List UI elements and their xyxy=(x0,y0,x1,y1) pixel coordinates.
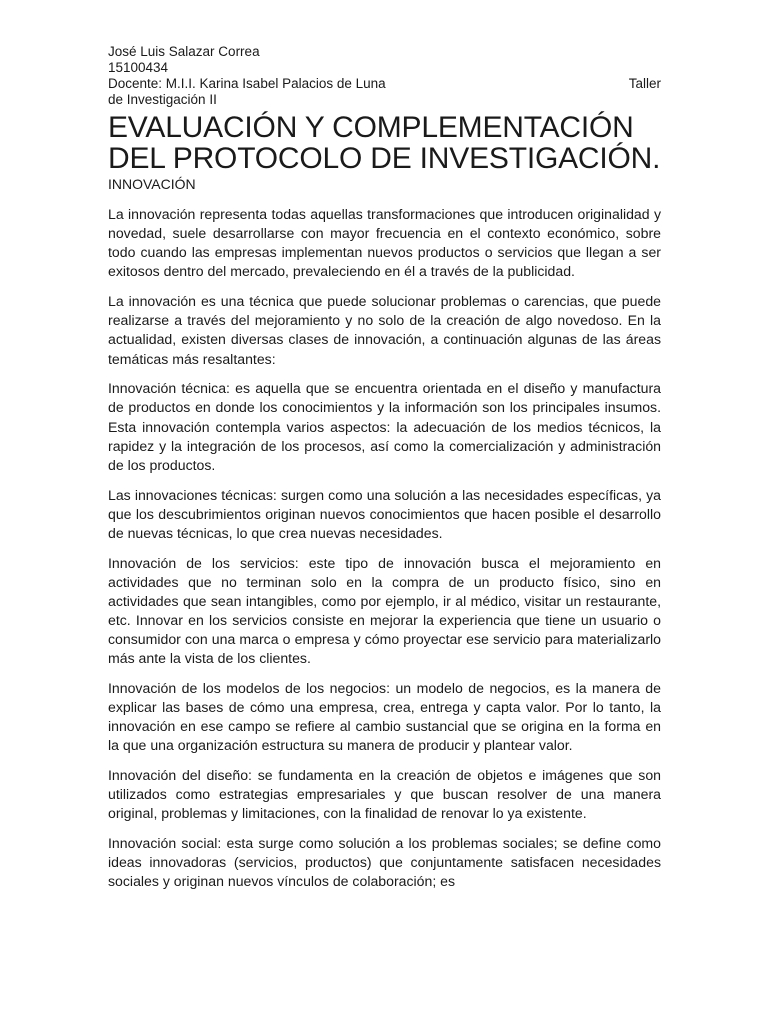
paragraph-services-innovation: Innovación de los servicios: este tipo de innovación busca el mejoramiento en actividades que no terminan solo en la compra de un producto físico, sino en actividades que sean intangibles, como por ejemplo, ir al médico, visitar un restaurante, etc. Innovar en los servicios consiste en mejorar la experiencia que tiene un usuario o consumidor con una marca o empresa y cómo proyectar ese servicio para materializarlo más ante la vista de los clientes. xyxy=(108,554,661,667)
paragraph-technical-innovation: Innovación técnica: es aquella que se encuentra orientada en el diseño y manufactura de productos en donde los conocimientos y la información son los principales insumos. Esta innovación contempla varios aspectos: la adecuación de los medios técnicos, la rapidez y la integración de los procesos, así como la comercialización y administración de los productos. xyxy=(108,380,661,473)
paragraph-intro: La innovación representa todas aquellas transformaciones que introducen originalidad y novedad, suele desarrollarse con mayor frecuencia en el contexto económico, sobre todo cuando las empresas implementan nuevos productos o servicios que llegan a ser exitosos dentro del mercado, prevaleciendo en él a través de la publicidad. xyxy=(108,206,661,280)
paragraph-business-models: Innovación de los modelos de los negocios: un modelo de negocios, es la manera de explicar las bases de cómo una empresa, crea, entrega y capta valor. Por lo tanto, la innovación en ese campo se refiere al cambio sustancial que se origina en la forma en la que una organización estructura su manera de producir y plantear valor. xyxy=(108,679,661,754)
title-line-2: DEL PROTOCOLO DE INVESTIGACIÓN. xyxy=(108,142,661,175)
author-name: José Luis Salazar Correa xyxy=(108,44,260,59)
paragraph-technique: La innovación es una técnica que puede solucionar problemas o carencias, que puede realizarse a través del mejoramiento y no solo de la creación de algo novedoso. En la actualidad, existen diversas clases de innovación, a continuación algunas de las áreas temáticas más resaltantes: xyxy=(108,293,661,367)
paragraph-design-innovation: Innovación del diseño: se fundamenta en la creación de objetos e imágenes que son utilizados como estrategias empresariales y que buscan resolver de una manera original, problemas y limitaciones, con la finalidad de renovar lo ya existente. xyxy=(108,767,661,822)
paragraph-social-innovation: Innovación social: esta surge como solución a los problemas sociales; se define como ideas innovadoras (servicios, productos) que conjuntamente satisfacen necesidades sociales y originan nuevos vínculos de colaboración; es xyxy=(108,835,661,890)
course-prefix: Taller xyxy=(628,76,661,91)
student-id: 15100434 xyxy=(108,60,169,75)
document-page xyxy=(108,44,661,902)
title-line-1: EVALUACIÓN Y COMPLEMENTACIÓN xyxy=(108,111,634,144)
section-heading: INNOVACIÓN xyxy=(108,176,196,192)
course-name: de Investigación II xyxy=(108,92,217,107)
teacher-name: Docente: M.I.I. Karina Isabel Palacios de Luna xyxy=(108,76,386,91)
document-title xyxy=(108,112,661,174)
paragraph-technical-innovations: Las innovaciones técnicas: surgen como una solución a las necesidades específicas, ya que los descubrimientos originan nuevos conocimientos que hacen posible el desarrollo de nuevas técnicas, lo que crea nuevas necesidades. xyxy=(108,486,661,541)
teacher-line xyxy=(108,76,661,92)
